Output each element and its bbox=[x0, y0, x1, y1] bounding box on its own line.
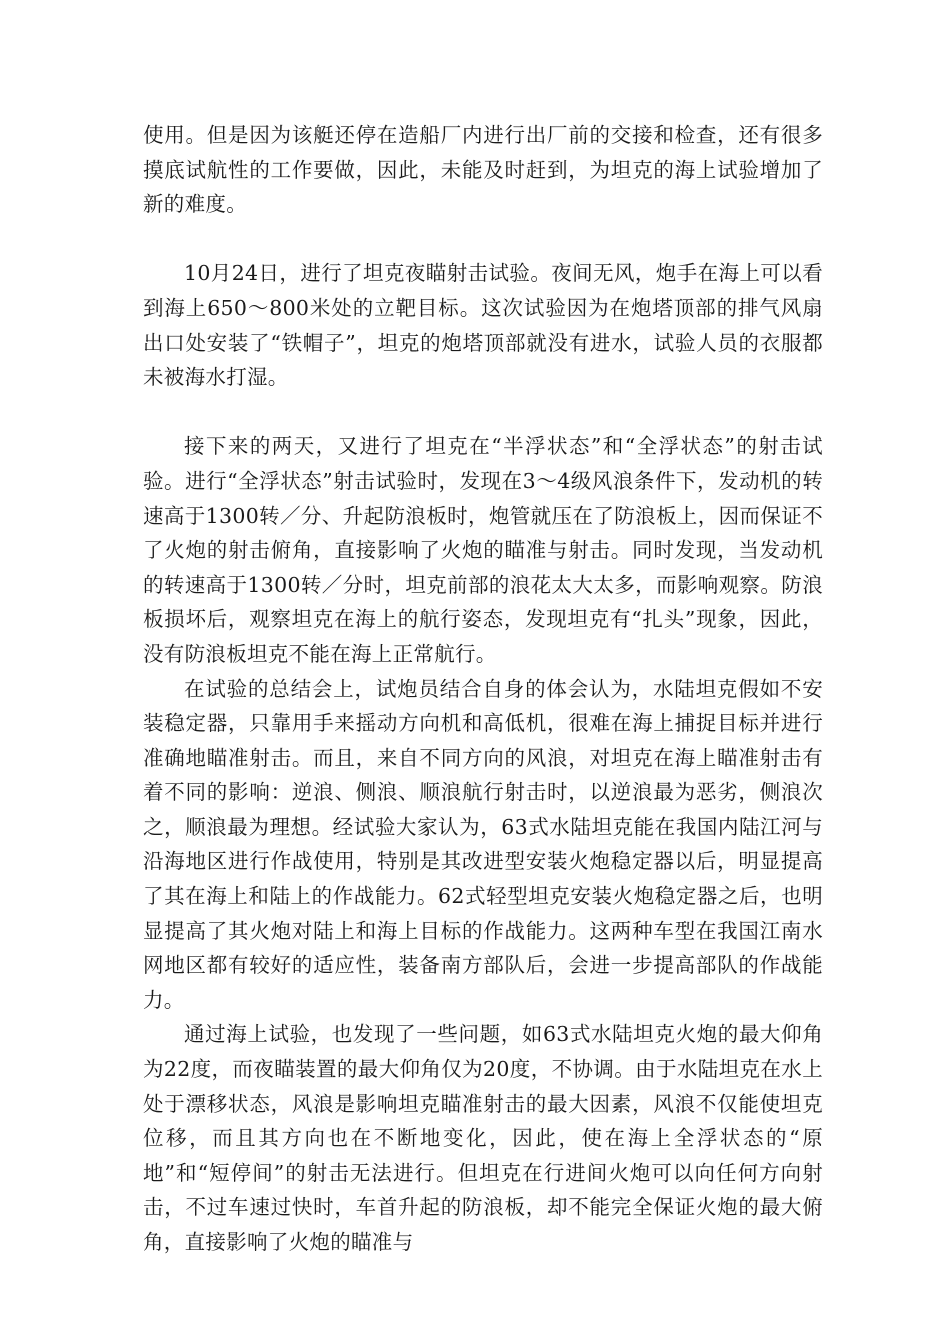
paragraph-night-sight-test: 10月24日，进行了坦克夜瞄射击试验。夜间无风，炮手在海上可以看到海上650～800米处的立靶目标。这次试验因为在炮塔顶部的排气风扇出口处安装了“铁帽子”，坦克的炮塔顶部就没有进水，试验人员的衣服都未被海水打湿。 bbox=[143, 261, 823, 390]
document-body bbox=[143, 118, 823, 1260]
paragraph-summary-meeting: 在试验的总结会上，试炮员结合自身的体会认为，水陆坦克假如不安装稳定器，只靠用手来摇动方向机和高低机，很难在海上捕捉目标并进行准确地瞄准射击。而且，来自不同方向的风浪，对坦克在海上瞄准射击有着不同的影响：逆浪、侧浪、顺浪航行射击时，以逆浪最为恶劣，侧浪次之，顺浪最为理想。经试验大家认为，63式水陆坦克能在我国内陆江河与沿海地区进行作战使用，特别是其改进型安装火炮稳定器以后，明显提高了其在海上和陆上的作战能力。62式轻型坦克安装火炮稳定器之后，也明显提高了其火炮对陆上和海上目标的作战能力。这两种车型在我国江南水网地区都有较好的适应性，装备南方部队后，会进一步提高部队的作战能力。 bbox=[143, 676, 823, 1012]
paragraph-continuation: 使用。但是因为该艇还停在造船厂内进行出厂前的交接和检查，还有很多摸底试航性的工作要做，因此，未能及时赶到，为坦克的海上试验增加了新的难度。 bbox=[143, 123, 823, 217]
paragraph-problems-found: 通过海上试验，也发现了一些问题，如63式水陆坦克火炮的最大仰角为22度，而夜瞄装置的最大仰角仅为20度，不协调。由于水陆坦克在水上处于漂移状态，风浪是影响坦克瞄准射击的最大因素，风浪不仅能使坦克位移，而且其方向也在不断地变化，因此，使在海上全浮状态的“原地”和“短停间”的射击无法进行。但坦克在行进间火炮可以向任何方向射击，不过车速过快时，车首升起的防浪板，却不能完全保证火炮的最大俯角，直接影响了火炮的瞄准与 bbox=[143, 1022, 823, 1254]
paragraph-float-state-test: 接下来的两天，又进行了坦克在“半浮状态”和“全浮状态”的射击试验。进行“全浮状态”射击试验时，发现在3～4级风浪条件下，发动机的转速高于1300转／分、升起防浪板时，炮管就压在了防浪板上，因而保证不了火炮的射击俯角，直接影响了火炮的瞄准与射击。同时发现，当发动机的转速高于1300转／分时，坦克前部的浪花太大太多，而影响观察。防浪板损坏后，观察坦克在海上的航行姿态，发现坦克有“扎头”现象，因此，没有防浪板坦克不能在海上正常航行。 bbox=[143, 434, 823, 666]
